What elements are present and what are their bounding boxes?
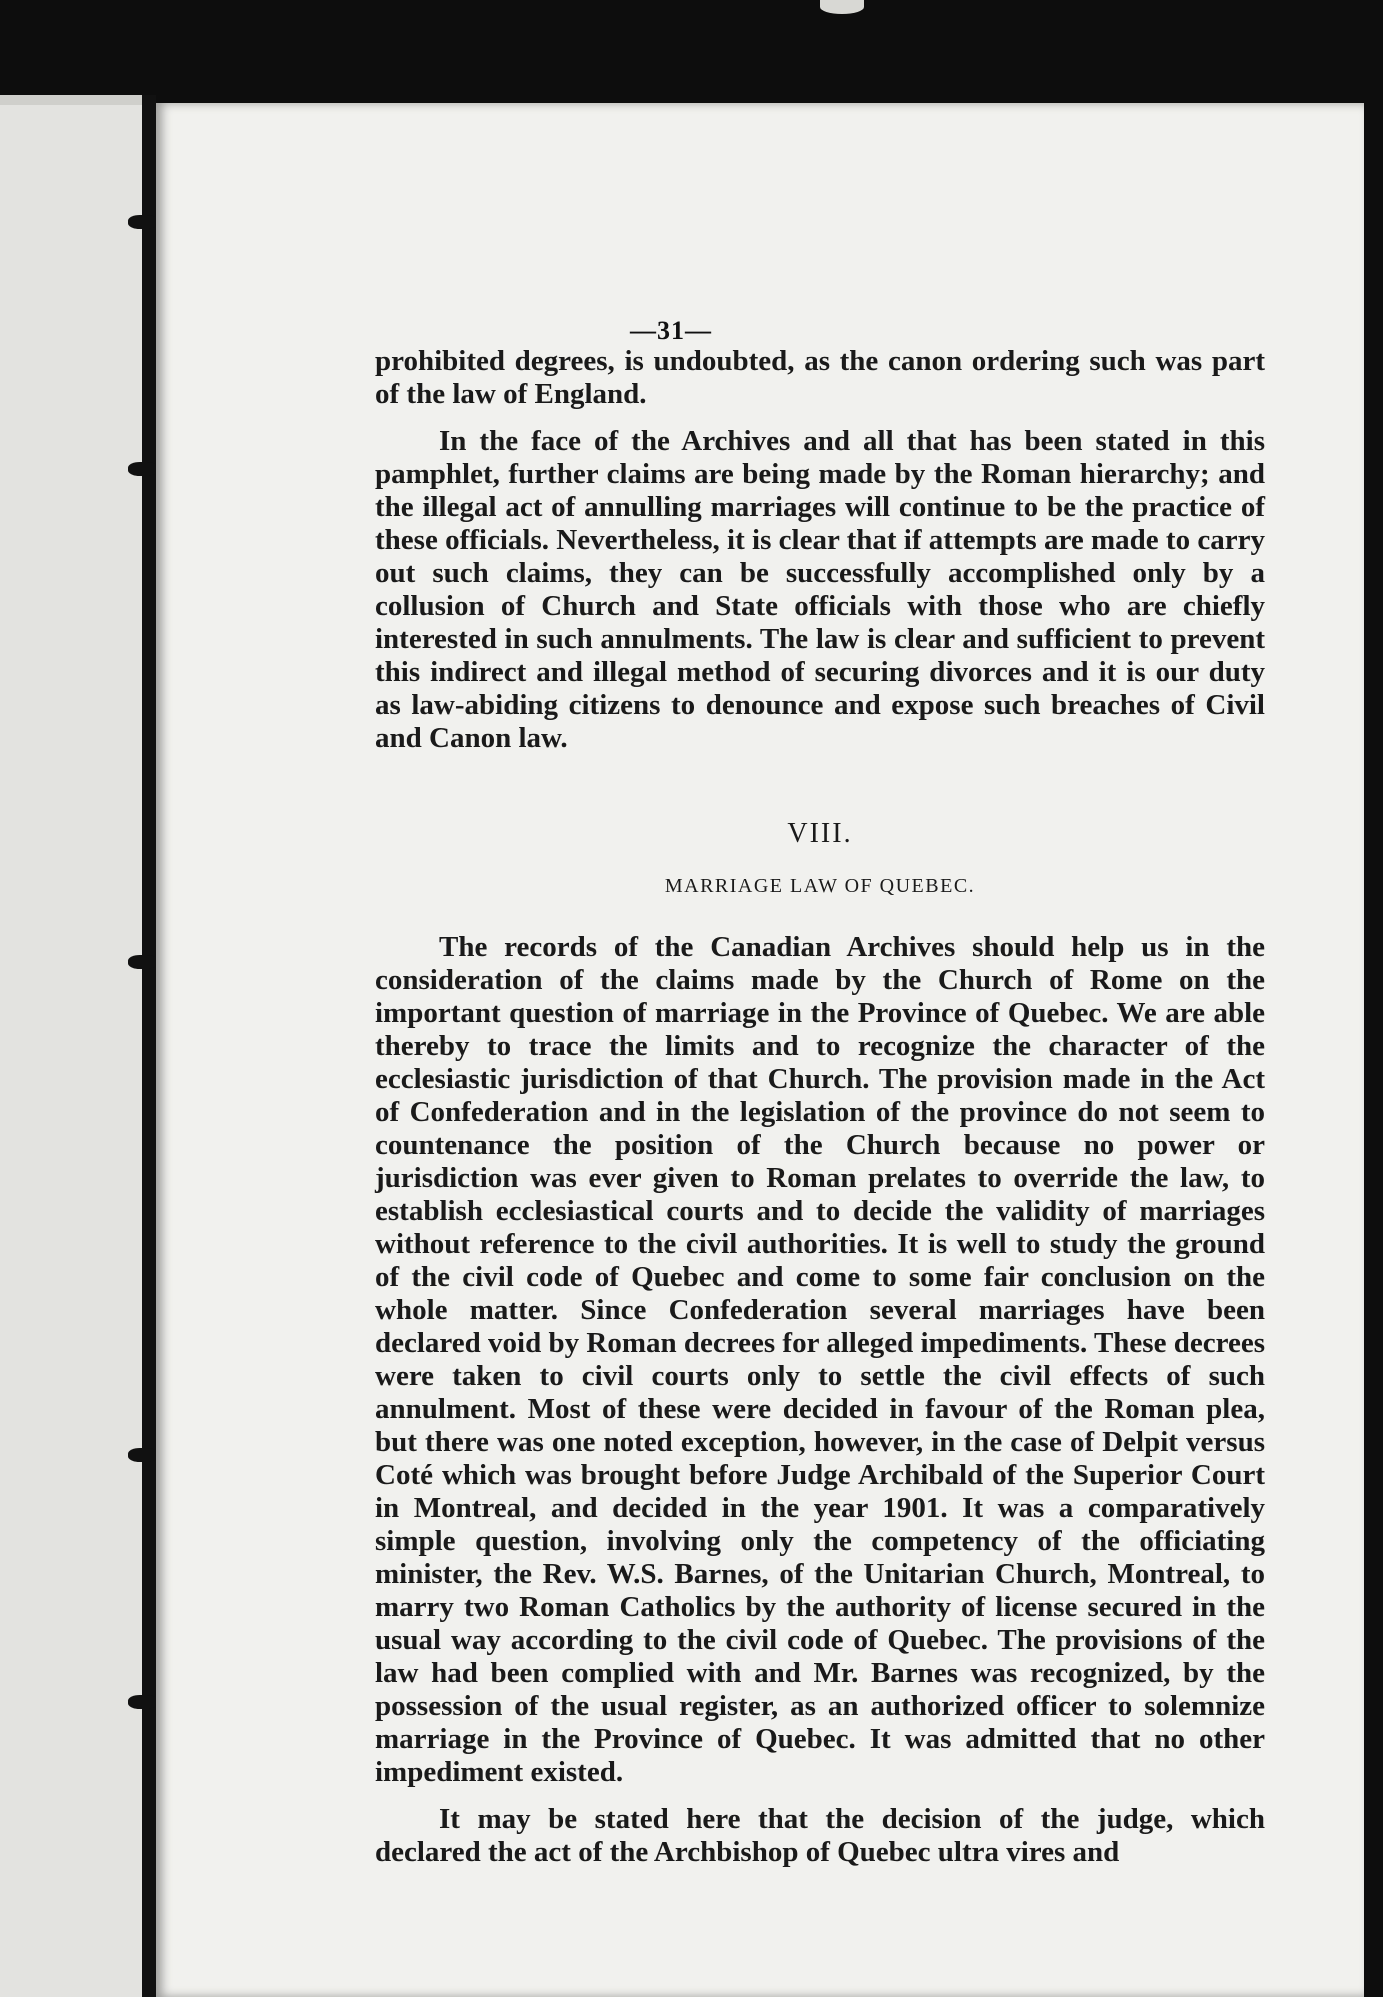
page-content [375,345,1265,1869]
binding-stitch [128,1448,158,1462]
chapter-number: VIII. [787,818,853,849]
facing-page-top-strip [0,95,142,105]
page-number: —31— [630,316,712,345]
paragraph-continuation: prohibited degrees, is undoubted, as the canon ordering such was part of the law of England. [375,345,1265,410]
paragraph: In the face of the Archives and all that has been stated in this pamphlet, further claims are being made by the Roman hierarchy; and the illegal act of annulling marriages will continue to be the practice of these officials. Nevertheless, it is clear that if attempts are made to carry out such claims, they can be successfully accomplished only by a collusion of Church and State officials with those who are chiefly interested in such annulments. The law is clear and sufficient to prevent this indirect and illegal method of securing divorces and it is our duty as law-abiding citizens to denounce and expose such breaches of Civil and Canon law. [375,425,1265,754]
binding-stitch [128,462,158,476]
top-edge-blot [820,0,864,14]
book-spine [142,95,156,1997]
chapter-title: MARRIAGE LAW OF QUEBEC. [664,875,976,897]
paragraph: The records of the Canadian Archives should help us in the consideration of the claims made by the Church of Rome on the important question of marriage in the Province of Quebec. We are able thereby to trace the limits and to recognize the character of the ecclesiastic jurisdiction of that Church. The provision made in the Act of Confederation and in the legislation of the province do not seem to countenance the position of the Church because no power or jurisdiction was ever given to Roman prelates to override the law, to establish ecclesiastical courts and to decide the validity of marriages without reference to the civil authorities. It is well to study the ground of the civil code of Quebec and come to some fair conclusion on the whole matter. Since Confederation several marriages have been declared void by Roman decrees for alleged impediments. These decrees were taken to civil courts only to settle the civil effects of such annulment. Most of these were decided in favour of the Roman plea, but there was one noted exception, however, in the case of Delpit versus Coté which was brought before Judge Archibald of the Superior Court in Montreal, and decided in the year 1901. It was a comparatively simple question, involving only the competency of the officiating minister, the Rev. W.S. Barnes, of the Unitarian Church, Montreal, to marry two Roman Catholics by the authority of license secured in the usual way according to the civil code of Quebec. The provisions of the law had been complied with and Mr. Barnes was recognized, by the possession of the usual register, as an authorized officer to solemnize marriage in the Province of Quebec. It was admitted that no other impediment existed. [375,931,1265,1788]
binding-stitch [128,215,158,229]
binding-stitch [128,1695,158,1709]
facing-page-edge [0,95,142,1997]
paragraph: It may be stated here that the decision of the judge, which declared the act of the Archbishop of Quebec ultra vires and [375,1803,1265,1868]
binding-stitch [128,955,158,969]
